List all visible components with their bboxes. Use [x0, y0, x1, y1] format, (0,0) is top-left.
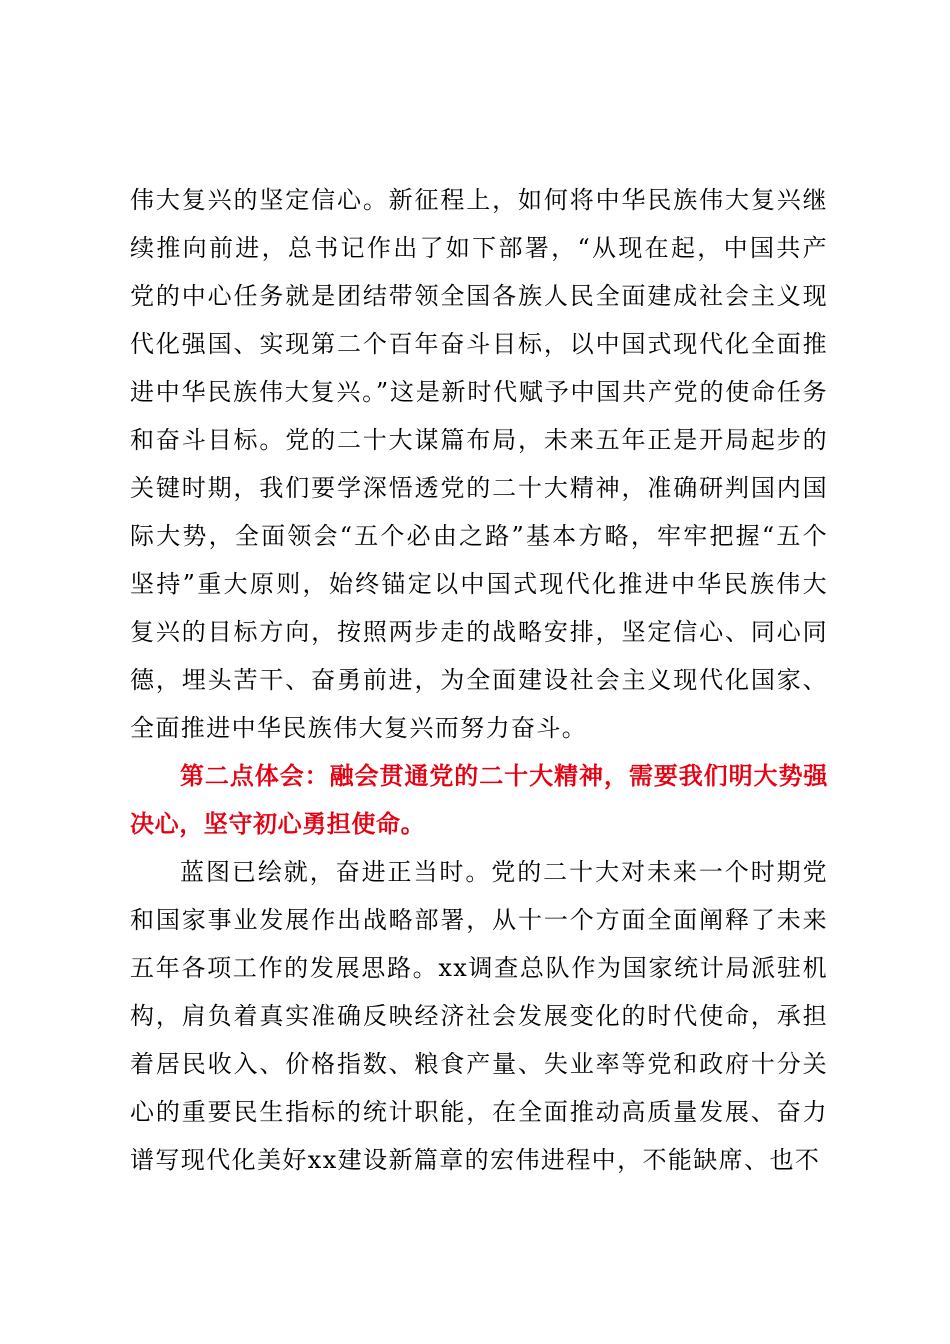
document-body	[130, 176, 828, 1184]
body-paragraph-1: 伟大复兴的坚定信心。新征程上，如何将中华民族伟大复兴继续推向前进，总书记作出了如下部署，“从现在起，中国共产党的中心任务就是团结带领全国各族人民全面建成社会主义现代化强国、实现第二个百年奋斗目标，以中国式现代化全面推进中华民族伟大复兴。”这是新时代赋予中国共产党的使命任务和奋斗目标。党的二十大谋篇布局，未来五年正是开局起步的关键时期，我们要学深悟透党的二十大精神，准确研判国内国际大势，全面领会“五个必由之路”基本方略，牢牢把握“五个坚持”重大原则，始终锚定以中国式现代化推进中华民族伟大复兴的目标方向，按照两步走的战略安排，坚定信心、同心同德，埋头苦干、奋勇前进，为全面建设社会主义现代化国家、全面推进中华民族伟大复兴而努力奋斗。	[130, 186, 828, 742]
section-heading: 第二点体会：融会贯通党的二十大精神，需要我们明大势强决心，坚守初心勇担使命。	[130, 762, 828, 838]
body-paragraph-2: 蓝图已绘就，奋进正当时。党的二十大对未来一个时期党和国家事业发展作出战略部署，从十一个方面全面阐释了未来五年各项工作的发展思路。xx调查总队作为国家统计局派驻机构，肩负着真实准确反映经济社会发展变化的时代使命，承担着居民收入、价格指数、粮食产量、失业率等党和政府十分关心的重要民生指标的统计职能，在全面推动高质量发展、奋力谱写现代化美好xx建设新篇章的宏伟进程中，不能缺席、也不	[130, 858, 828, 1174]
